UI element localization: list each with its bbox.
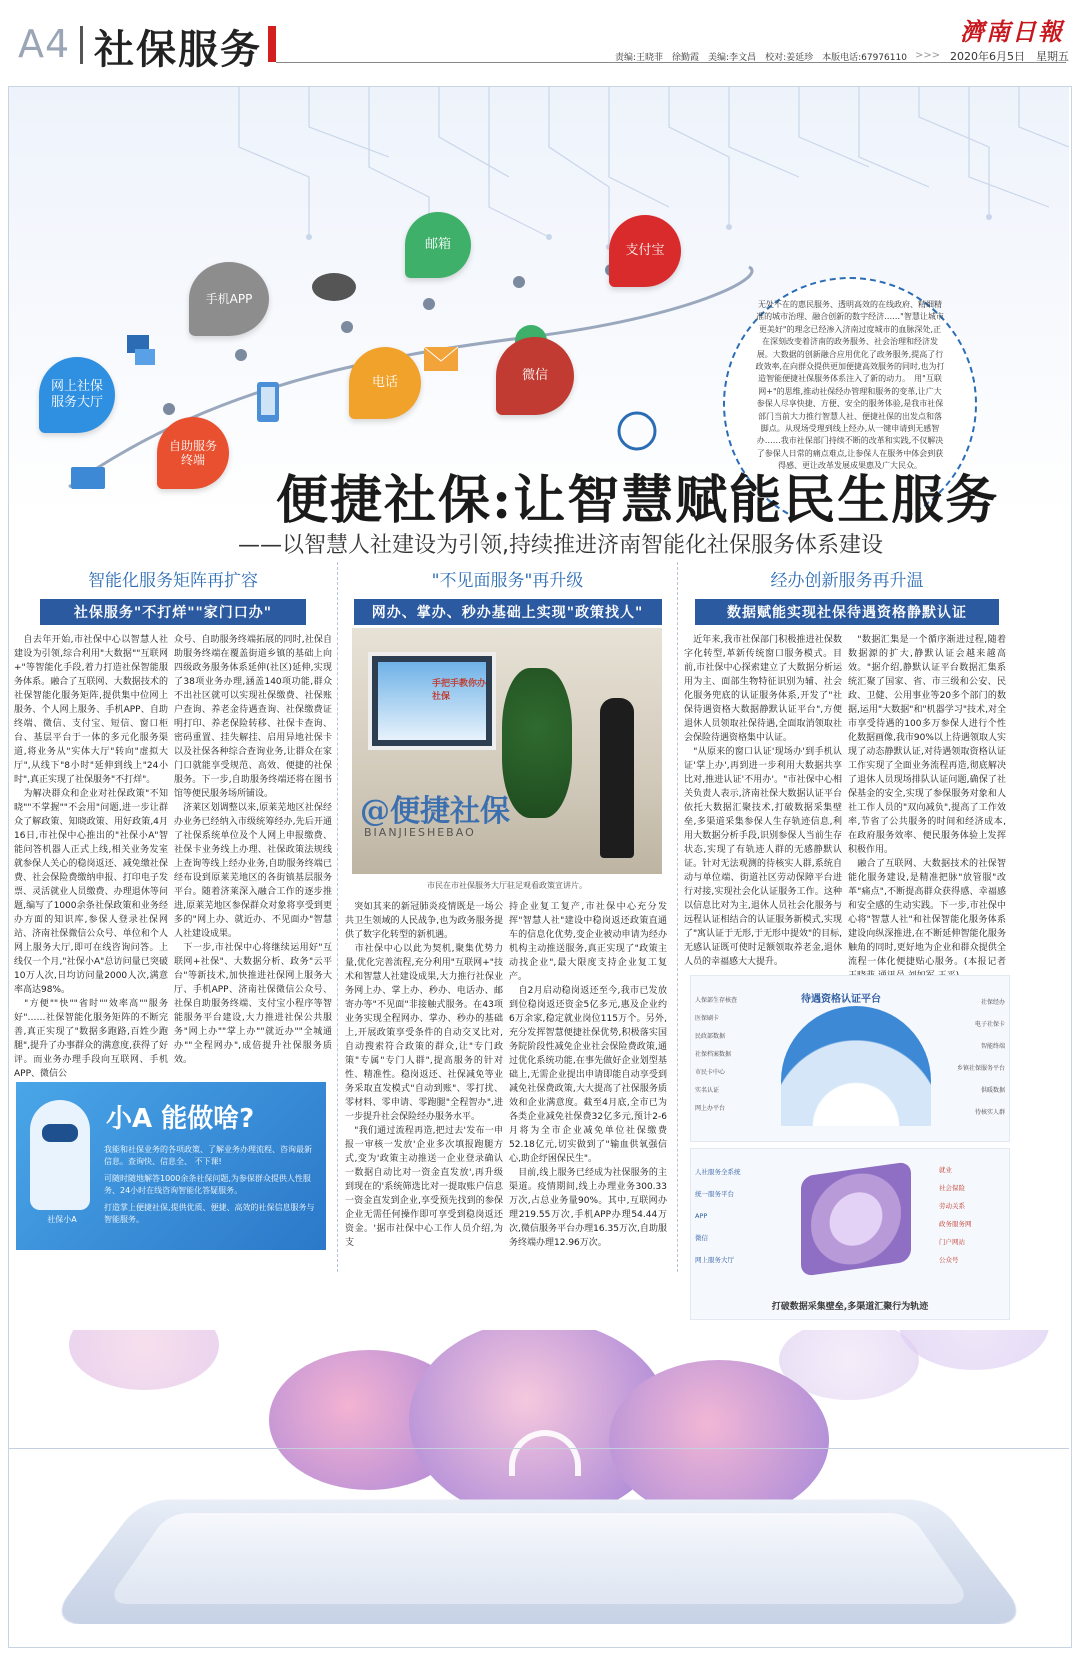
newspaper-masthead: 濟南日報 xyxy=(960,17,1064,46)
header-divider xyxy=(80,26,83,64)
column-title: "不见面服务"再升级 xyxy=(431,571,584,591)
page-number: A4 xyxy=(18,22,71,66)
robot-icon xyxy=(30,1100,90,1210)
photo-caption: 市民在市社保服务大厅驻足观看政策宣讲片。 xyxy=(427,881,587,890)
article-text: 众号、自助服务终端拓展的同时,社保自助服务终端在覆盖街道乡镇的基础上向四级政务服务体系延伸(社区)延伸,实现了38项业务办理,涵盖140项功能,群众不出社区就可以实现社保缴费、社保账户查询、养老金待遇查询、社保缴费证明打印、养老保险转移、社保卡查询、密码重置、挂失解挂、启用异地社保卡以及社保各种综合查询业务,让群众在家门口就能享受规范、高效、便捷的社保服务。下一步,自助服务终端还将在图书馆等便民服务场所铺设。 济莱区划调整以来,原莱芜地区社保经办业务已经纳入市级统筹经办,先后开通了社保系统单位及个人网上申报缴费、社保卡业务线上办理、社保政策法规线上查询等线上经办业务,自助服务终端已经布设到原莱芜地区的各街镇基层服务平台。随着济莱深入融合工作的逐步推进,原莱芜地区参保群众对象将享受到更多的"网上办、就近办、不见面办"智慧人社建设成果。 下一步,市社保中心将继续运用好"互联网+社保"、大数据分析、政务"云平台"等新技术,加快推进社保网上服务大厅、手机APP、济南社保微信公众号、社保自助服务终端、支付宝小程序等智能服务平台建设,大力推进社保公共服务"网上办""掌上办""就近办""全城通办""全程网办",成倍提升社保服务质效。 xyxy=(174,635,332,1065)
column-title: 智能化服务矩阵再扩容 xyxy=(88,571,258,591)
hero-banner xyxy=(9,87,1069,517)
data-channels-infographic: 人社服务全系统 统一服务平台 APP 微信 网上服务大厅 就业 社会保险 劳动关系 政务服务网 门户网站 公众号 打破数据采集壁垒,多渠道汇聚行为轨迹 xyxy=(690,1148,1010,1320)
robot-tag: 社保小A xyxy=(47,1215,77,1224)
article-text: 突如其来的新冠肺炎疫情既是一场公共卫生领域的人民战争,也为政务服务提供了数字化转型的新机遇。 市社保中心以此为契机,聚集优势力量,优化完善流程,充分利用"互联网+"技术和智慧人社建设成果,大力推行社保业务网上办、掌上办、秒办、电话办、邮寄办等"不见面"非接触式服务。在43项业务实现全程网办、掌办、秒办的基础上,开展政策享受条件的自动交叉比对,自动搜索符合政策的群众,让"专门政策"专属"专门人群",提高服务的针对性、精准性。稳岗返还、社保减免等业务采取直发模式"自动到账"、零打扰、零材料、零申请、零跑腿"全程智办",进一步提升社会保险经办服务水平。 "我们通过流程再造,把过去'发布一申报一审核一发放'企业多次填报跑腿方式,变为'政策主动推送一企业登录确认一数据自动比对一资金直发放',再升级到现在的'系统筛选比对一提取账户信息一资金直发到企业,享受预先找到的参保企业无需任何操作即可享受到稳岗返还资金。'据市社保中心工作人员介绍,为支 xyxy=(345,902,503,1248)
header-arrows: >>> xyxy=(915,50,941,61)
wall-sign: @便捷社保 xyxy=(360,794,510,829)
bubble-email: 邮箱 xyxy=(405,212,471,278)
section-title: 社保服务 xyxy=(94,26,262,73)
tv-screen: 手把手教你办社保 xyxy=(368,652,496,750)
bubble-mobile-app: 手机APP xyxy=(189,262,269,336)
promo-item: 可随时随地解答1000余条社保问题,为参保群众提供人性服务、24小时在线咨询智能化答疑服务。 xyxy=(104,1174,311,1195)
column-subtitle: 数据赋能实现社保待遇资格静默认证 xyxy=(695,599,999,625)
bottom-decoration xyxy=(9,1330,1069,1645)
bubble-self-service: 自助服务 终端 xyxy=(157,417,229,489)
service-hall-photo xyxy=(352,628,662,874)
article-text: 近年来,我市社保部门积极推进社保数字化转型,革新传统窗口服务模式。目前,市社保中心探索建立了大数据分析运用为主、面部生物特征识别为辅、社会化服务兜底的认证服务体系,开发了"社保待遇资格大数据静默认证平台",方便退休人员领取社保待遇,全面取消领取社会保险待遇资格集中认证。 "从原来的窗口认证'现场办'到手机认证'掌上办',再到进一步利用大数据共享比对,推进认证'不用办'。"市社保中心相关负责人表示,济南社保大数据认证平台依托大数据汇聚技术,打破数据采集壁垒,多渠道采集参保人生存轨迹信息,利用大数据分析手段,识别参保人当前生存状态,实现了有轨迹人群的无感静默认证。针对无法观测的待核实人群,系统自动与单位端、街道社区劳动保障平台进行对接,实现社会化认证服务工作。这种以信息比对为主,退休人员社会化服务与远程认证相结合的认证服务新模式,实现了"寓认证于无形,于无形中提效"的目标,无感认证既可使时足额领取养老金,退休人员的幸福感大大提升。 xyxy=(684,635,843,967)
intro-text: 无处不在的惠民服务、透明高效的在线政府、精细精准的城市治理、融合创新的数字经济……"智慧让城市更美好"的理念已经渗入济南过度城市的血脉深处,正在深刻改变着济南的政务服务、社会治理和经济发展。大数据的创新融合应用优化了政务服务,提高了行政效率,在向群众提供更加便捷高效服务的同时,也为打造智能便捷社保服务体系注入了新的动力。 用"互联网+"的思维,推动社保经办管理和服务的变革,让广大参保人尽享快捷、方便、安全的服务体验,是我市社保部门当前大力推行智慧人社、便捷社保的出发点和落脚点。从现场受理到线上经办,从一键申请到无感智办……我市社保部门持续不断的改革和实践,不仅解决了参保人日常的痛点难点,让参保人在服务中体会到获得感、更让改革发展成果惠及广大民众。 xyxy=(755,300,945,471)
infographic-caption: 打破数据采集壁垒,多渠道汇聚行为轨迹 xyxy=(771,1302,929,1312)
bubble-alipay: 支付宝 xyxy=(609,215,681,287)
bubble-online-hall: 网上社保 服务大厅 xyxy=(39,357,115,433)
column-subtitle: 社保服务"不打烊""家门口办" xyxy=(40,599,306,625)
bubble-phone: 电话 xyxy=(349,347,421,419)
issue-date: 2020年6月5日 星期五 xyxy=(950,50,1069,63)
plant xyxy=(502,668,572,818)
page-header xyxy=(0,0,1080,80)
column-subtitle: 网办、掌办、秒办基础上实现"政策找人" xyxy=(354,599,662,625)
subheadline: ——以智慧人社建设为引领,持续推进济南智能化社保服务体系建设 xyxy=(238,533,883,558)
platform-title: 待遇资格认证平台 xyxy=(801,994,881,1005)
bubble-wechat: 微信 xyxy=(496,337,574,415)
article-text: 自去年开始,市社保中心以智慧人社建设为引领,综合利用"大数据""互联网+"等智能化手段,着力打造社保智能服务体系。融合了互联网、大数据技术的社保智能化服务矩阵,提供集中位网上服务、个人网上服务、手机APP、自助终端、微信、支付宝、短信、窗口柜台、基层平台于一体的多元化服务渠道,将业务从"实体大厅"转向"虚拟大厅",从线下"8小时"延伸到线上"24小时",真正实现了社保服务"不打烊"。 为解决群众和企业对社保政策"不知晓""不掌握""不会用"问题,进一步让群众了解政策、知晓政策、用好政策,4月16日,市社保中心推出的"社保小A"智能问答机器人正式上线,相关业务发室就参保人关心的稳岗返还、减免缴社保费、社会保险费缴纳申报、打印电子发票、灵活就业人员缴费、办理退休等问题,编写了1000余条社保政策和业务经办方面的知识库,参保人登录社保网站、济南社保微信公众号、单位和个人网上服务大厅,即可在线咨询问答。上线仅一个月,"社保小A"总访问量已突破10万人次,日均访问量2000人次,满意率高达98%。 "方便""快""省时""效率高""服务好"……社保智能化服务矩阵的不断完善,真正实现了"数据多跑路,百姓少跑腿",提升了办事群众的满意度,获得了好评。而业务办理手段向互联网、手机APP、微信公 xyxy=(14,635,168,1079)
xiaoa-promo xyxy=(16,1082,326,1250)
promo-title: 小A 能做啥? xyxy=(106,1104,255,1134)
section-red-bar xyxy=(268,26,276,62)
certification-infographic: 待遇资格认证平台 人保部生存核查 医保刷卡 民政部数据 社保档案数据 市民卡中心 实名认证 网上办平台 社保经办 电子社保卡 智能终端 乡镇社保服务平台 供暖数据 待核实人群 xyxy=(690,975,1010,1142)
headline: 便捷社保:让智慧赋能民生服务 xyxy=(276,470,1000,531)
promo-item: 我能和社保业务的各项政策、了解业务办理流程、咨询最新信息。查询快、信息全、 不下课! xyxy=(104,1145,312,1166)
editor-credits: 责编:王晓菲 徐勤霞 美编:李文昌 校对:姜延珍 本版电话:67976110 xyxy=(615,53,907,63)
wall-sign-pinyin: BIANJIESHEBAO xyxy=(364,826,476,839)
promo-item: 打造掌上便捷社保,提供优质、便捷、高效的社保信息服务与智能服务。 xyxy=(104,1203,315,1224)
column-separator xyxy=(337,562,338,1272)
article-text: "数据汇集是一个循序渐进过程,随着数据源的扩大,静默认证会越来越高效。"据介绍,静默认证平台数据汇集系统汇聚了国家、省、市三级和公安、民政、卫健、公用事业等20多个部门的数据,运用"大数据"和"机器学习"技术,对全市享受待遇的100多万参保人进行个性化数据画像,我市90%以上待遇领取人实现了动态静默认证,对待遇领取资格认证工作实现了全面业务流程再造,彻底解决了退休人员现场排队认证问题,确保了社保基金的安全,实现了参保服务对象和人社工作人员的"双向减负",提高了工作效率,节省了公共服务的时间和经济成本,在政府服务效率、便民服务体验上发挥积极作用。 融合了互联网、大数据技术的社保智能化服务建设,是精准把脉"放管服"改革"痛点",不断提高群众获得感、幸福感和安全感的生动实践。下一步,市社保中心将"智慧人社"和社保智能化服务体系建设向纵深推进,在不断延伸智能化服务触角的同时,更好地为企业和群众提供全流程一体化便捷贴心服务。(本报记者 xyxy=(848,635,1006,967)
column-title: 经办创新服务再升温 xyxy=(770,571,924,591)
column-separator xyxy=(677,562,678,1272)
column-innovation xyxy=(684,560,1010,983)
column-contactless-service xyxy=(345,560,670,625)
article-text: 持企业复工复产,市社保中心充分发挥"智慧人社"建设中稳岗返还政策直通车的信息化优势,变企业被动申请为经办机构主动推送服务,真正实现了"政策主动找企业",最大限度支持企业复工复产。 自2月启动稳岗返还至今,我市已发放到位稳岗返还资金5亿多元,惠及企业约6万余家,稳定就业岗位115万个。另外,充分发挥智慧便捷社保优势,积极落实国务院阶段性减免企业社会保险费政策,通过优化系统功能,在事先做好企业划型基础上,无需企业提出申请即能自动享受到减免社保费政策,大大提高了社保服务质效和企业满意度。截至4月底,全市已为各类企业减免社保费32亿多元,预计2-6月将为全市企业减免单位社保缴费52.18亿元,切实做到了"输血供氧强信心,助企纾困保民生"。 目前,线上服务已经成为社保服务的主渠道。疫情期间,线上办理业务300.33万次,占总业务量90%。其中,互联网办理219.55万次,手机APP办理54.44万次,微信服务平台办理16.35万次,自助服务终端办理12.96万次。 xyxy=(509,902,667,1248)
column-smart-service xyxy=(14,560,332,1081)
visitor-figure xyxy=(600,698,634,858)
